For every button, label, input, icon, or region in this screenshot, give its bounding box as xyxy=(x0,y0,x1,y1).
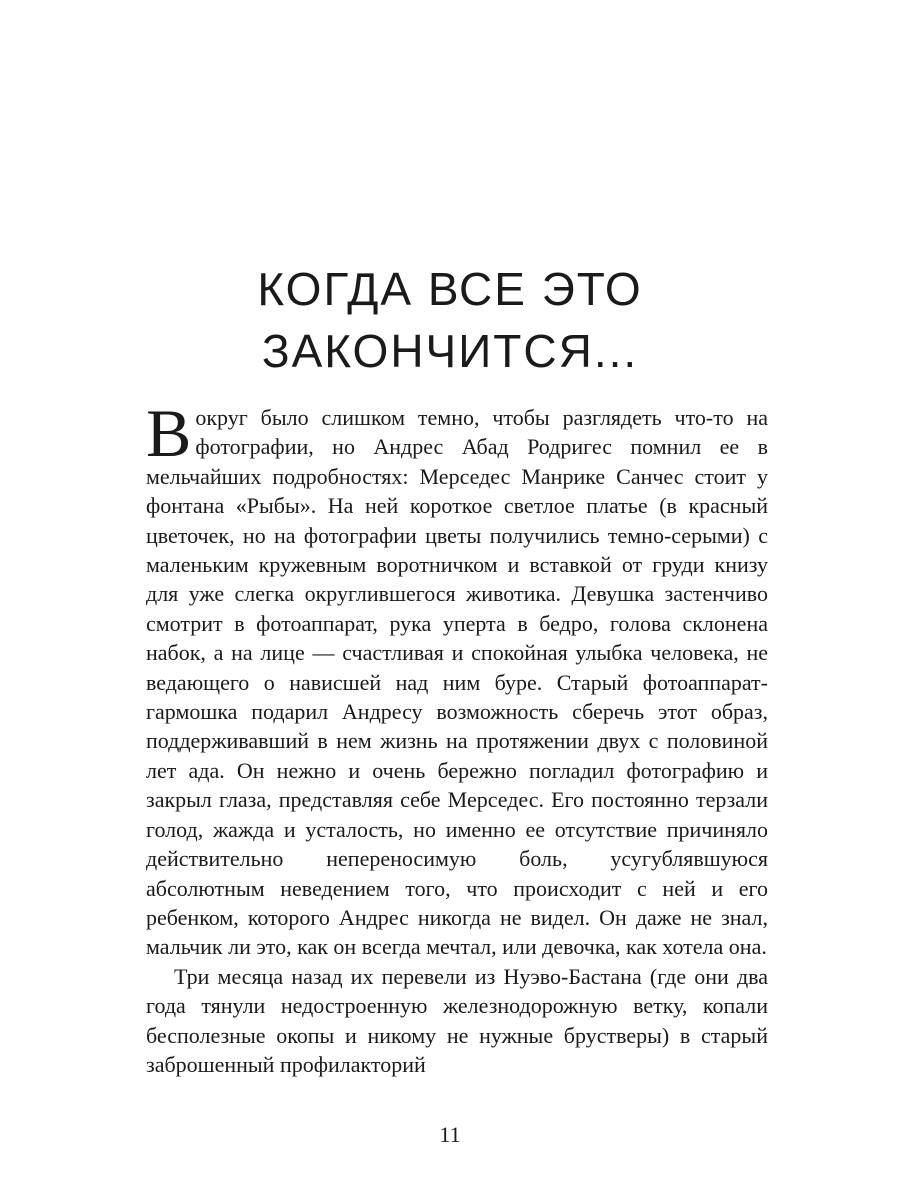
chapter-title-line-1: КОГДА ВСЕ ЭТО xyxy=(257,263,643,315)
chapter-title-line-2: ЗАКОНЧИТСЯ... xyxy=(261,325,639,377)
chapter-title xyxy=(0,258,900,382)
paragraph-2: Три месяца назад их перевели из Нуэво-Бастана (где они два года тянули недостроенную железнодорожную ветку, копали бесполезные окопы и никому не нужные брустверы) в старый заброшенный профилакторий xyxy=(146,963,768,1077)
page-number: 11 xyxy=(439,1122,461,1147)
paragraph-1 xyxy=(146,395,768,962)
drop-cap: В xyxy=(146,395,192,471)
paragraph-1-text: округ было слишком темно, чтобы разглядеть что-то на фотографии, но Андрес Абад Родригес помнил ее в мельчайших подробностях: Мерседес Манрике Санчес стоит у фонтана «Рыбы». На ней короткое светлое платье (в красный цветочек, но на фотографии цветы получились темно-серыми) с маленьким кружевным воротничком и вставкой от груди книзу для уже слегка округлившегося животика. Девушка застенчиво смотрит в фотоаппарат, рука уперта в бедро, голова склонена набок, а на лице — счастливая и спокойная улыбка человека, не ведающего о нависшей над ним буре. Старый фотоаппарат-гармошка подарил Андресу возможность сберечь этот образ, поддерживавший в нем жизнь на протяжении двух с половиной лет ада. Он нежно и очень бережно погладил фотографию и закрыл глаза, представляя себе Мерседес. Его постоянно терзали голод, жажда и усталость, но именно ее отсутствие причиняло действительно непереносимую боль, усугублявшуюся абсолютным неведением того, что происходит с ней и его ребенком, которого Андрес никогда не видел. Он даже не знал, мальчик ли это, как он всегда мечтал, или девочка, как хотела она. xyxy=(146,405,768,960)
chapter-text xyxy=(146,395,768,1079)
